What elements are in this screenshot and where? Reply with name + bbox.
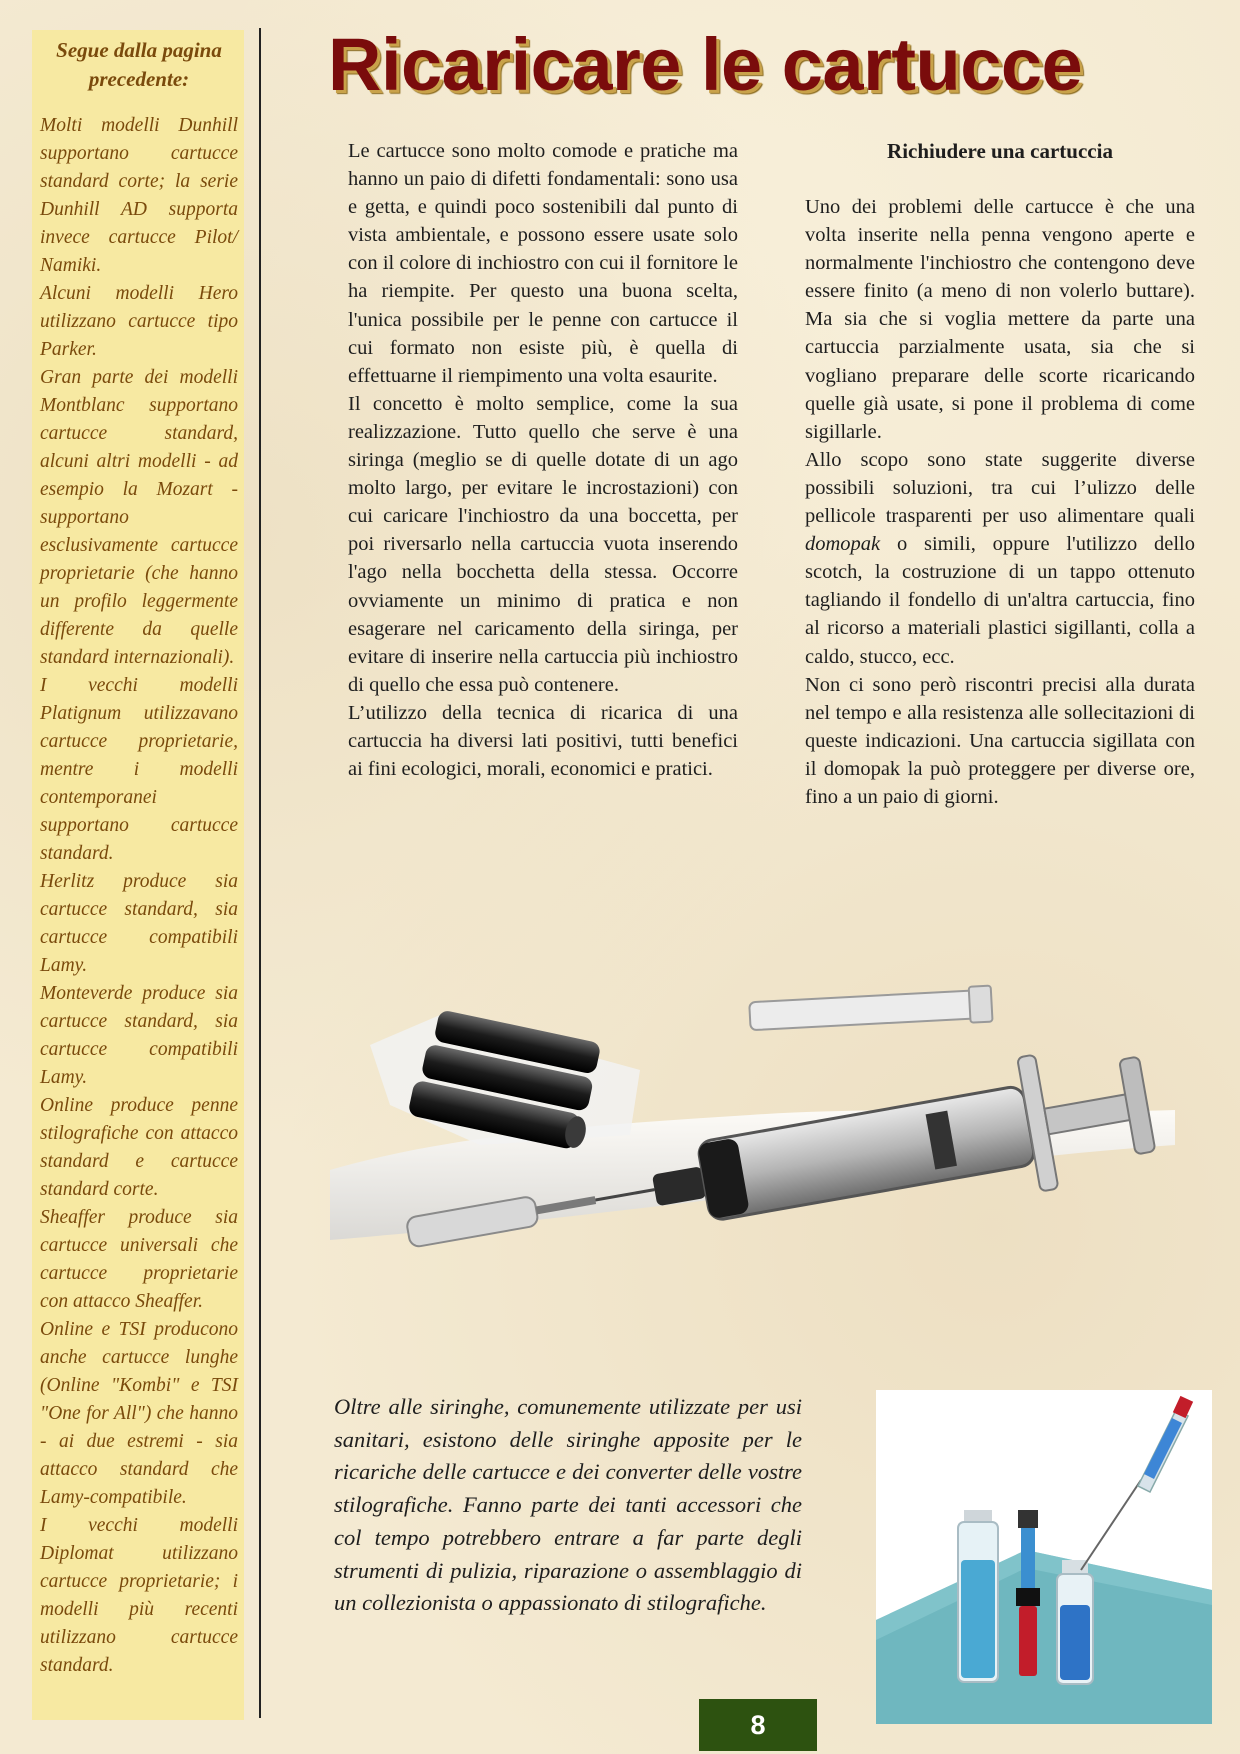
body-paragraph: L’utilizzo della tecnica di ricarica di una cartuccia ha diversi lati positivi, tutti benefici ai fini ecologici, morali, economici e pratici. bbox=[348, 701, 738, 781]
body-text: o simili, oppure l'utilizzo dello scotch, la costruzione di un tappo ottenuto tagliando il fondello di un'altra cartuccia, fino al ricorso a materiali plastici sigillanti, colla a caldo, stucco, ecc. bbox=[805, 533, 1195, 668]
sidebar-paragraph: Monteverde produce sia cartucce standard, sia cartucce compatibili Lamy. bbox=[40, 983, 238, 1088]
sidebar-paragraph: Molti modelli Dunhill supportano cartucce standard corte; la serie Dunhill AD supporta invece cartucce Pilot/ Namiki. bbox=[40, 115, 238, 276]
body-paragraph bbox=[805, 446, 1195, 671]
page-number-box bbox=[699, 1699, 817, 1751]
sidebar-box bbox=[32, 30, 244, 1720]
vial-right bbox=[1057, 1560, 1093, 1684]
sidebar-paragraph: I vecchi modelli Diplomat utilizzano cartucce proprietarie; i modelli più recenti utilizzano cartucce standard. bbox=[40, 1515, 238, 1676]
sidebar-paragraph: Gran parte dei modelli Montblanc supportano cartucce standard, alcuni altri modelli - ad esempio la Mozart - supportano esclusivamente cartucce proprietarie (che hanno un profilo leggermente differente da quelle standard internazionali). bbox=[40, 367, 238, 668]
vial-left bbox=[958, 1510, 998, 1682]
sidebar-paragraph: Herlitz produce sia cartucce standard, sia cartucce compatibili Lamy. bbox=[40, 871, 238, 976]
page-title: Ricaricare le cartucce bbox=[328, 23, 1083, 106]
sidebar-text bbox=[40, 112, 238, 1680]
sidebar-paragraph: Online produce penne stilografiche con attacco standard e cartucce standard corte. bbox=[40, 1095, 238, 1200]
right-column bbox=[805, 137, 1195, 811]
sidebar-paragraph: Online e TSI producono anche cartucce lunghe (Online "Kombi" e TSI "One for All") che hanno - ai due estremi - sia attacco standard che Lamy-compatibile. bbox=[40, 1319, 238, 1508]
vials-and-syringe-photo bbox=[876, 1390, 1212, 1724]
left-column bbox=[348, 137, 738, 783]
syringe-and-cartridges-photo bbox=[330, 975, 1175, 1265]
body-paragraph: Le cartucce sono molto comode e pratiche ma hanno un paio di difetti fondamentali: sono usa e getta, e quindi poco sostenibili dal punto di vista ambientale, e possono essere usate solo con il colore di inchiostro con cui il fornitore le ha riempite. Per questo una buona scelta, l'unica possibile per le penne con cartucce il cui formato non esiste più, è quella di effettuarne il riempimento una volta esaurite. bbox=[348, 140, 738, 387]
column-divider bbox=[259, 28, 261, 1718]
section-heading: Richiudere una cartuccia bbox=[887, 139, 1113, 163]
body-paragraph: Il concetto è molto semplice, come la sua realizzazione. Tutto quello che serve è una siringa (meglio se di quelle dotate di un ago molto largo, per evitare le incrostazioni) con cui caricare l'inchiostro da una boccetta, per poi riversarlo nella cartuccia vuota inserendo l'ago nella bocchetta della stessa. Occorre ovviamente un minimo di pratica e non esagerare nel caricamento della siringa, per evitare di inserire nella cartuccia più inchiostro di quello che essa può contenere. bbox=[348, 392, 738, 696]
photo-caption: Oltre alle siringhe, comunemente utilizzate per usi sanitari, esistono delle siringhe apposite per le ricariche delle cartucce e dei converter delle vostre stilografiche. Fanno parte dei tanti accessori che col tempo potrebbero entrare a far parte degli strumenti di pulizia, riparazione o assemblaggio di un collezionista o appassionato di stilografiche. bbox=[334, 1394, 802, 1616]
sidebar-paragraph: I vecchi modelli Platignum utilizzavano cartucce proprietarie, mentre i modelli contemporanei supportano cartucce standard. bbox=[40, 675, 238, 864]
vials-illustration bbox=[876, 1390, 1212, 1724]
sidebar-paragraph: Alcuni modelli Hero utilizzano cartucce tipo Parker. bbox=[40, 283, 238, 360]
emphasis-text: domopak bbox=[805, 533, 881, 556]
cartridges bbox=[407, 1007, 604, 1152]
body-text: Allo scopo sono state suggerite diverse possibili soluzioni, tra cui l’ulizzo delle pellicole trasparenti per uso alimentare quali bbox=[805, 448, 1195, 528]
needle-cap bbox=[749, 986, 993, 1035]
syringe-illustration bbox=[330, 975, 1175, 1265]
sidebar-title bbox=[40, 36, 238, 94]
sidebar-title-line2: precedente: bbox=[88, 67, 190, 91]
sidebar-paragraph: Sheaffer produce sia cartucce universali che cartucce proprietarie con attacco Sheaffer. bbox=[40, 1207, 238, 1312]
body-paragraph: Uno dei problemi delle cartucce è che una volta inserite nella penna vengono aperte e normalmente l'inchiostro che contengono deve essere finito (a meno di non volerlo buttare). Ma sia che si voglia mettere da parte una cartuccia parzialmente usata, sia che si vogliano preparare delle scorte ricaricando quelle già usate, si pone il problema di come sigillarle. bbox=[805, 196, 1195, 443]
page-number: 8 bbox=[750, 1709, 766, 1740]
sidebar-title-line1: Segue dalla pagina bbox=[56, 38, 222, 62]
body-paragraph: Non ci sono però riscontri precisi alla durata nel tempo e alla resistenza alle sollecitazioni di queste indicazioni. Una cartuccia sigillata con il domopak la può proteggere per diverse ore, fino a un paio di giorni. bbox=[805, 673, 1195, 808]
